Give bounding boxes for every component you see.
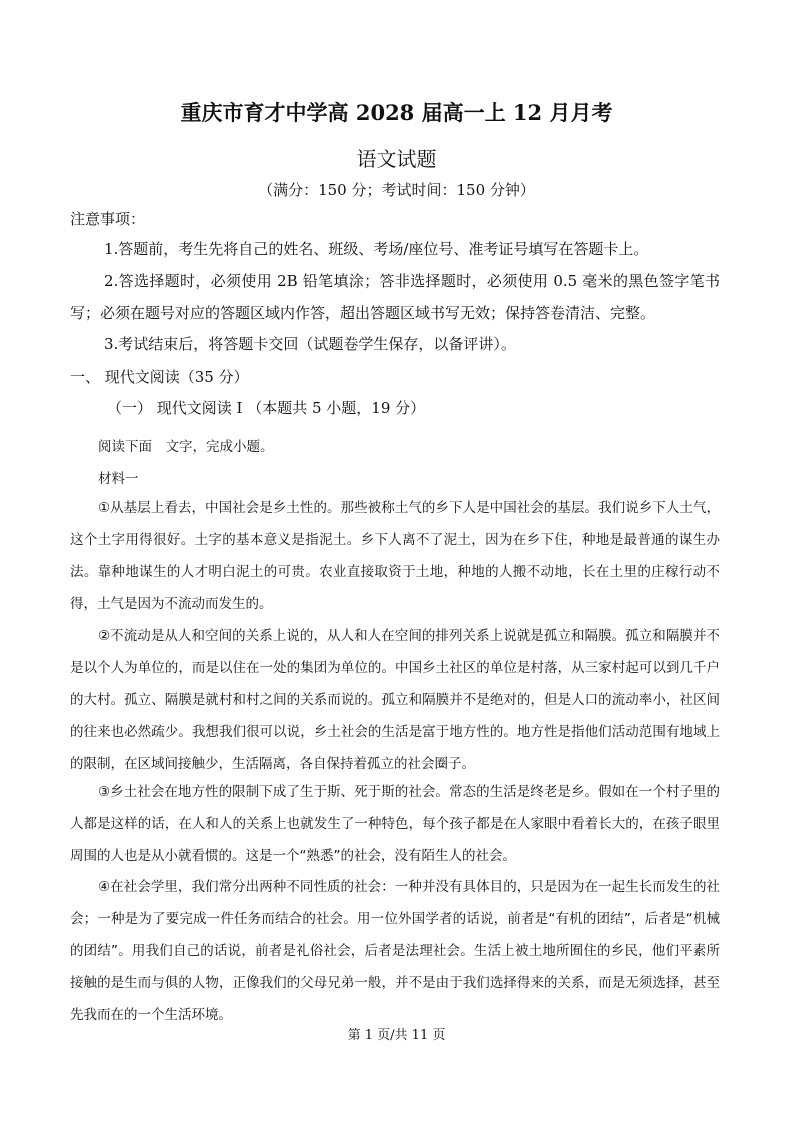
section-heading: 一、 现代文阅读（35 分） bbox=[70, 368, 249, 386]
reading-instruction: 阅读下面 文字，完成小题。 bbox=[98, 439, 274, 455]
exam-title: 重庆市育才中学高 2028 届高一上 12 月月考 bbox=[180, 100, 613, 125]
material-label: 材料一 bbox=[98, 471, 139, 487]
page-footer: 第 1 页/共 11 页 bbox=[347, 1028, 446, 1043]
notice-item-3: 3.考试结束后，将答题卡交回（试题卷学生保存，以备评讲）。 bbox=[104, 335, 516, 353]
section-subheading: （一） 现代文阅读 I （本题共 5 小题，19 分） bbox=[107, 399, 426, 417]
paragraph-3: ③乡土社会在地方性的限制下成了生于斯、死于斯的社会。常态的生活是终老是乡。假如在一个村子里的人都是这样的话，在人和人的关系上也就发生了一种特色，每个孩子都是在人家眼中看着长大的，在孩子眼里周围的人也是从小就看惯的。这是一个“熟悉”的社会，没有陌生人的社会。 bbox=[70, 784, 720, 864]
exam-meta: （满分：150 分；考试时间：150 分钟） bbox=[258, 181, 535, 199]
paragraph-2: ②不流动是从人和空间的关系上说的，从人和人在空间的排列关系上说就是孤立和隔膜。孤立和隔膜并不是以个人为单位的，而是以住在一处的集团为单位的。中国乡土社区的单位是村落，从三家村起可以到几千户的大村。孤立、隔膜是就村和村之间的关系而说的。孤立和隔膜并不是绝对的，但是人口的流动率小，社区间的往来也必然疏少。我想我们很可以说，乡土社会的生活是富于地方性的。地方性是指他们活动范围有地域上的限制，在区域间接触少，生活隔离，各自保持着孤立的社会圈子。 bbox=[70, 628, 720, 772]
paragraph-1: ①从基层上看去，中国社会是乡土性的。那些被称土气的乡下人是中国社会的基层。我们说乡下人土气，这个土字用得很好。土字的基本意义是指泥土。乡下人离不了泥土，因为在乡下住，种地是最普通的谋生办法。靠种地谋生的人才明白泥土的可贵。农业直接取资于土地，种地的人搬不动地，长在土里的庄稼行动不得，土气是因为不流动而发生的。 bbox=[70, 500, 720, 612]
exam-subject: 语文试题 bbox=[356, 147, 437, 171]
notice-heading: 注意事项： bbox=[70, 210, 146, 228]
notice-item-1: 1.答题前，考生先将自己的姓名、班级、考场/座位号、准考证号填写在答题卡上。 bbox=[104, 240, 649, 258]
paragraph-4: ④在社会学里，我们常分出两种不同性质的社会：一种并没有具体目的，只是因为在一起生长而发生的社会；一种是为了要完成一件任务而结合的社会。用一位外国学者的话说，前者是“有机的团结”，后者是“机械的团结”。用我们自己的话说，前者是礼俗社会，后者是法理社会。生活上被土地所囿住的乡民，他们平素所接触的是生而与俱的人物，正像我们的父母兄弟一般，并不是由于我们选择得来的关系，而是无须选择，甚至先我而在的一个生活环境。 bbox=[70, 879, 720, 1023]
notice-item-2: 2.答选择题时，必须使用 2B 铅笔填涂；答非选择题时，必须使用 0.5 毫米的黑色签字笔书写；必须在题号对应的答题区域内作答，超出答题区域书写无效；保持答卷清洁、完整。 bbox=[70, 272, 720, 322]
